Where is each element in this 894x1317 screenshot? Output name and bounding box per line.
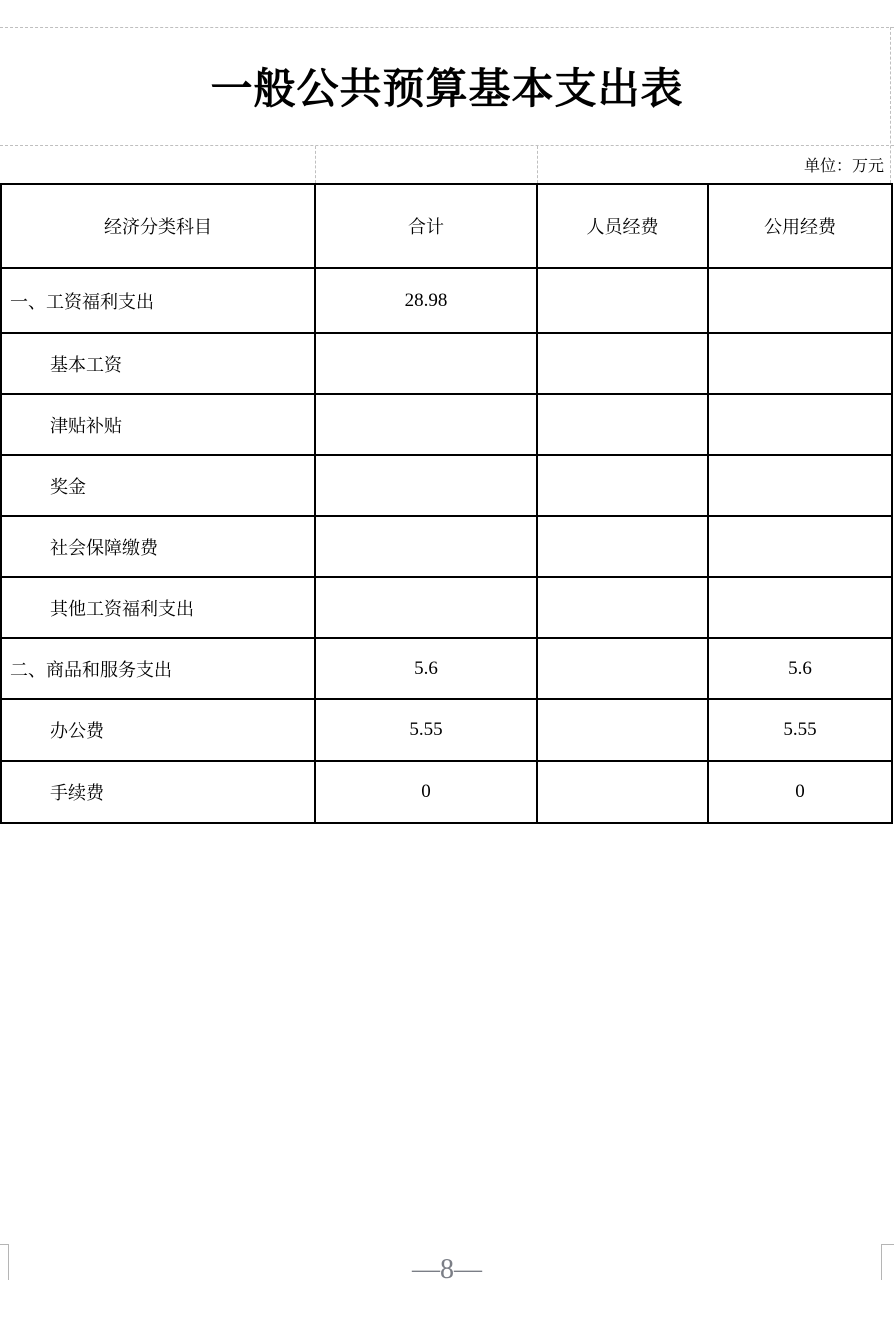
table-row xyxy=(1,394,892,455)
row-label: 奖金 xyxy=(1,455,315,516)
row-personnel xyxy=(537,455,708,516)
row-personnel xyxy=(537,699,708,761)
row-personnel xyxy=(537,577,708,638)
row-label: 津贴补贴 xyxy=(1,394,315,455)
column-header-total: 合计 xyxy=(315,184,537,268)
row-public xyxy=(708,268,892,333)
row-total xyxy=(315,516,537,577)
row-personnel xyxy=(537,761,708,823)
row-public xyxy=(708,333,892,394)
column-header-public: 公用经费 xyxy=(708,184,892,268)
table-row xyxy=(1,268,892,333)
row-public xyxy=(708,516,892,577)
table-row xyxy=(1,638,892,699)
table-header-row xyxy=(1,184,892,268)
row-label: 手续费 xyxy=(1,761,315,823)
table-row xyxy=(1,577,892,638)
row-label: 其他工资福利支出 xyxy=(1,577,315,638)
table-row xyxy=(1,333,892,394)
title-band xyxy=(0,27,894,145)
row-public: 5.55 xyxy=(708,699,892,761)
table-row xyxy=(1,455,892,516)
row-total: 0 xyxy=(315,761,537,823)
row-total xyxy=(315,577,537,638)
table-row xyxy=(1,516,892,577)
page-corner-mark-left xyxy=(0,1244,9,1280)
row-label: 基本工资 xyxy=(1,333,315,394)
row-personnel xyxy=(537,516,708,577)
row-personnel xyxy=(537,638,708,699)
column-header-subject: 经济分类科目 xyxy=(1,184,315,268)
row-total xyxy=(315,394,537,455)
page-title: 一般公共预算基本支出表 xyxy=(210,67,684,113)
budget-table xyxy=(0,183,893,824)
row-label: 一、工资福利支出 xyxy=(1,268,315,333)
page-corner-mark-right xyxy=(881,1244,894,1280)
row-personnel xyxy=(537,394,708,455)
row-total: 5.55 xyxy=(315,699,537,761)
row-public xyxy=(708,394,892,455)
row-label: 社会保障缴费 xyxy=(1,516,315,577)
table-row xyxy=(1,761,892,823)
row-public: 5.6 xyxy=(708,638,892,699)
row-personnel xyxy=(537,333,708,394)
row-total xyxy=(315,333,537,394)
row-total: 5.6 xyxy=(315,638,537,699)
page-number: —8— xyxy=(412,1254,482,1285)
unit-note: 单位：万元 xyxy=(803,157,884,175)
table-row xyxy=(1,699,892,761)
row-label: 二、商品和服务支出 xyxy=(1,638,315,699)
column-header-personnel: 人员经费 xyxy=(537,184,708,268)
row-total xyxy=(315,455,537,516)
row-public xyxy=(708,577,892,638)
row-public: 0 xyxy=(708,761,892,823)
row-public xyxy=(708,455,892,516)
row-label: 办公费 xyxy=(1,699,315,761)
unit-note-row xyxy=(0,145,894,183)
row-total: 28.98 xyxy=(315,268,537,333)
row-personnel xyxy=(537,268,708,333)
